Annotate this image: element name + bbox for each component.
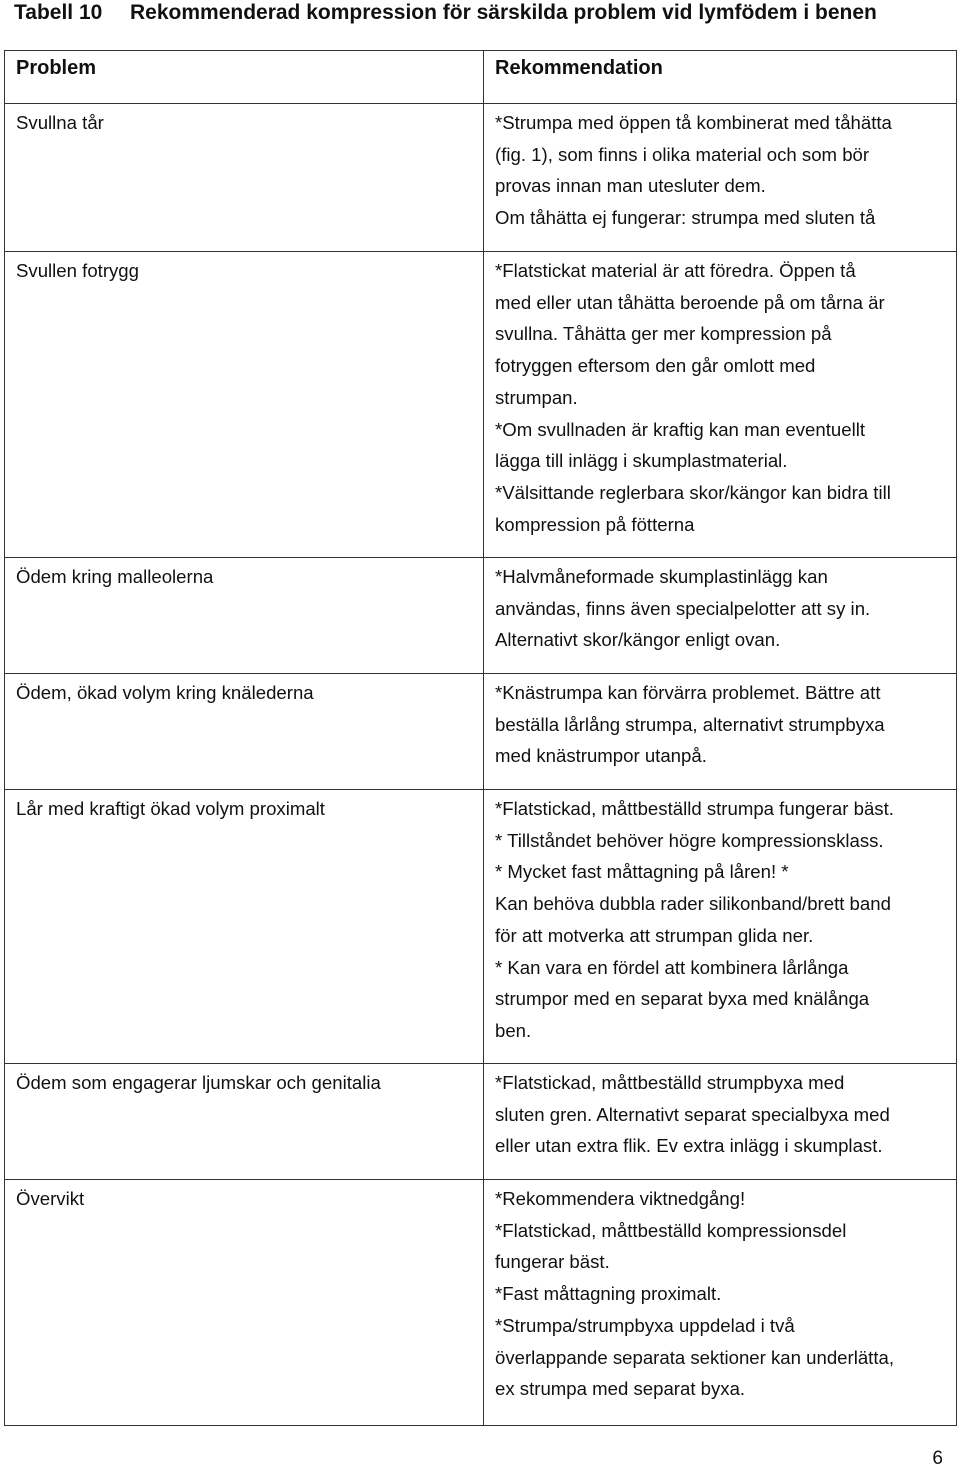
page-number: 6 [932,1448,943,1469]
problem-text: Svullna tår [16,112,104,133]
recommendation-line: *Halvmåneformade skumplastinlägg kan [495,566,828,587]
table-row [5,790,957,1064]
recommendation-line: Kan behöva dubbla rader silikonband/brett band [495,893,891,915]
table-number: Tabell 10 [14,1,103,24]
table-row [5,104,957,252]
recommendation-line: *Knästrumpa kan förvärra problemet. Bättre att [495,682,881,703]
recommendation-line: lägga till inlägg i skumplastmaterial. [495,450,788,472]
table-row [5,252,957,558]
header-problem: Problem [5,51,484,104]
recommendation-line: fotryggen eftersom den går omlott med [495,355,816,377]
recommendation-line: *Om svullnaden är kraftig kan man eventuellt [495,418,865,440]
table-caption [14,0,877,26]
recommendation-cell [484,558,957,674]
recommendation-cell [484,252,957,558]
problem-cell [5,1180,484,1426]
header-recommendation: Rekommendation [484,51,957,104]
recommendation-line: Alternativt skor/kängor enligt ovan. [495,629,781,651]
recommendation-line: eller utan extra flik. Ev extra inlägg i skumplast. [495,1135,883,1157]
recommendation-line: provas innan man utesluter dem. [495,175,766,197]
recommendation-line: beställa lårlång strumpa, alternativt strumpbyxa [495,713,885,735]
problem-text: Övervikt [16,1188,85,1209]
recommendation-line: fungerar bäst. [495,1251,610,1273]
recommendation-line: *Flatstickad, måttbeställd kompressionsdel [495,1219,847,1241]
recommendation-line: överlappande separata sektioner kan underlätta, [495,1346,895,1368]
table-row [5,674,957,790]
table-row [5,1064,957,1180]
table-header-row [5,51,957,104]
recommendation-line: för att motverka att strumpan glida ner. [495,924,814,946]
problem-cell [5,252,484,558]
recommendation-line: *Strumpa/strumpbyxa uppdelad i två [495,1314,795,1336]
recommendation-line: strumpor med en separat byxa med knälånga [495,988,870,1010]
recommendation-line: med knästrumpor utanpå. [495,745,707,767]
problem-text: Svullen fotrygg [16,260,139,281]
problem-text: Ödem kring malleolerna [16,566,214,587]
recommendation-table [4,50,957,1426]
recommendation-line: sluten gren. Alternativt separat specialbyxa med [495,1103,890,1125]
problem-cell [5,104,484,252]
recommendation-line: * Tillståndet behöver högre kompressionsklass. [495,829,884,851]
problem-text: Lår med kraftigt ökad volym proximalt [16,798,325,819]
recommendation-line: strumpan. [495,386,578,408]
recommendation-line: användas, finns även specialpelotter att sy in. [495,597,871,619]
recommendation-line: ben. [495,1019,532,1041]
recommendation-line: ex strumpa med separat byxa. [495,1378,746,1400]
problem-text: Ödem, ökad volym kring knälederna [16,682,314,703]
recommendation-line: svullna. Tåhätta ger mer kompression på [495,323,832,345]
recommendation-cell [484,674,957,790]
recommendation-cell [484,790,957,1064]
table-row [5,1180,957,1426]
recommendation-line: (fig. 1), som finns i olika material och som bör [495,143,870,165]
problem-text: Ödem som engagerar ljumskar och genitalia [16,1072,381,1093]
recommendation-line: *Rekommendera viktnedgång! [495,1188,746,1209]
recommendation-line: * Kan vara en fördel att kombinera lårlånga [495,956,849,978]
recommendation-line: *Flatstickat material är att föredra. Öppen tå [495,260,856,281]
recommendation-line: *Strumpa med öppen tå kombinerat med tåhätta [495,112,892,133]
recommendation-line: *Fast måttagning proximalt. [495,1283,722,1305]
recommendation-line: Om tåhätta ej fungerar: strumpa med sluten tå [495,207,876,229]
recommendation-line: med eller utan tåhätta beroende på om tårna är [495,291,885,313]
recommendation-cell [484,1180,957,1426]
table-row [5,558,957,674]
problem-cell [5,1064,484,1180]
table-title: Rekommenderad kompression för särskilda problem vid lymfödem i benen [130,1,877,24]
recommendation-line: * Mycket fast måttagning på låren! * [495,861,789,883]
problem-cell [5,790,484,1064]
recommendation-line: kompression på fötterna [495,513,695,535]
recommendation-line: *Välsittande reglerbara skor/kängor kan bidra till [495,481,891,503]
problem-cell [5,674,484,790]
recommendation-line: *Flatstickad, måttbeställd strumpbyxa med [495,1072,845,1093]
problem-cell [5,558,484,674]
recommendation-cell [484,1064,957,1180]
recommendation-cell [484,104,957,252]
recommendation-line: *Flatstickad, måttbeställd strumpa fungerar bäst. [495,798,894,819]
